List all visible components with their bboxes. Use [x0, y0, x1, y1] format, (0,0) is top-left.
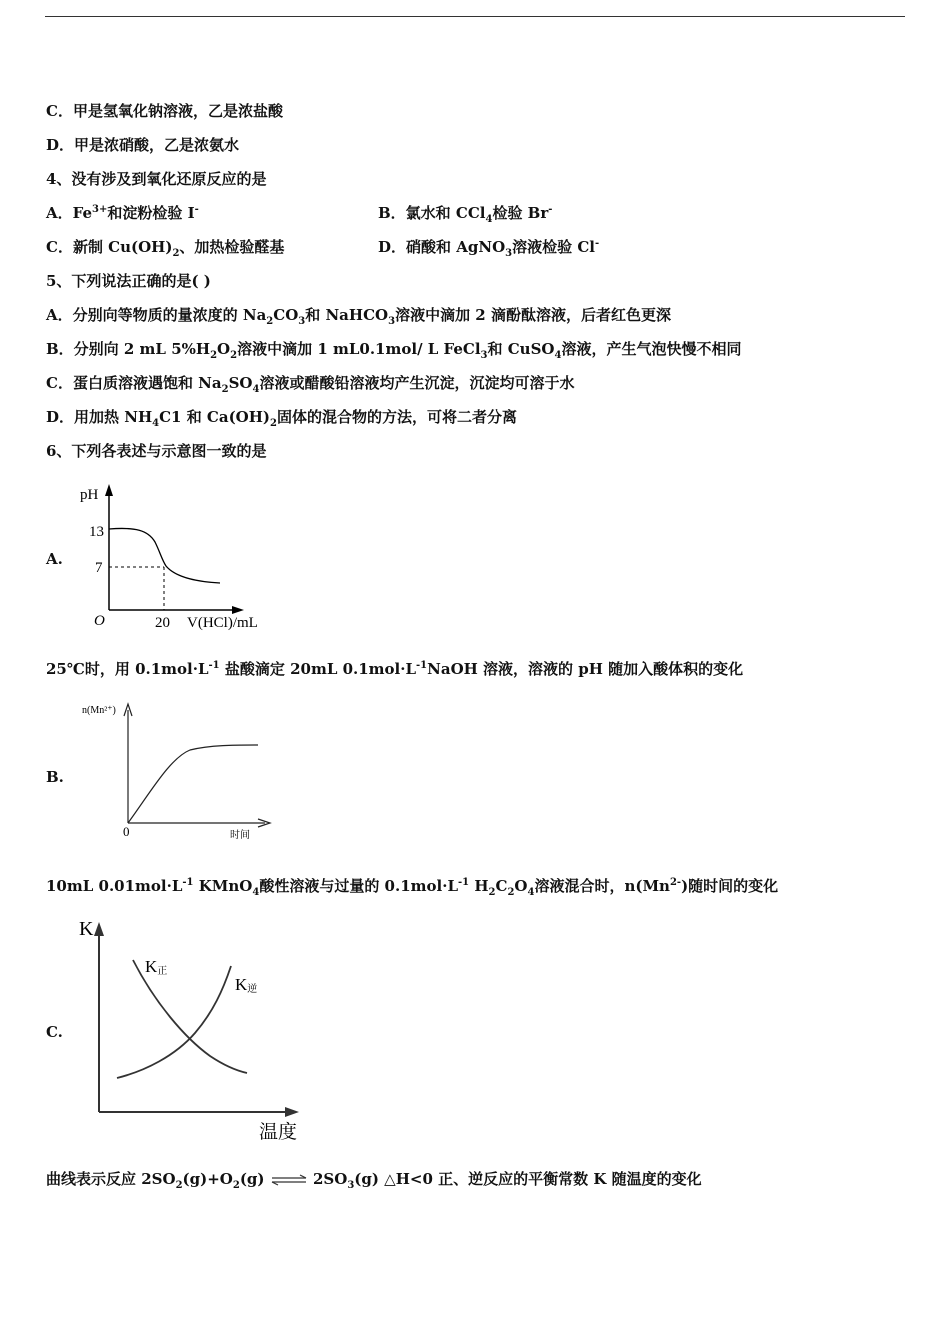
- header-rule: [45, 16, 905, 17]
- q4-option-c: C．新制 $Cu(OH)_2$、加热检验醛基: [46, 238, 285, 259]
- graph-a-ph-titration: [80, 480, 290, 640]
- graph-c-k-temperature: [75, 908, 315, 1148]
- graph-a-tick-7: 7: [95, 560, 103, 576]
- graph-b-origin: 0: [123, 824, 130, 839]
- graph-b-y-label: n(Mn²⁺): [82, 705, 116, 716]
- graph-c-label: C.: [46, 1023, 63, 1041]
- graph-c-y-arrow-icon: [94, 922, 104, 936]
- graph-a-origin: O: [94, 613, 105, 629]
- graph-a-tick-20: 20: [155, 615, 170, 631]
- q4-stem: 4、没有涉及到氧化还原反应的是: [46, 170, 267, 188]
- q3-option-d: D．甲是浓硝酸，乙是浓氨水: [46, 136, 240, 154]
- graph-a-caption: 25℃时，用 $0.1mol\cdot L^{-1}$ 盐酸滴定 20mL $0.1mol\cdot L^{-1}NaOH$ 溶液，溶液的 pH 随加入酸体积的变化: [46, 660, 744, 678]
- graph-b-label: B.: [46, 768, 64, 786]
- q5-option-c: C．蛋白质溶液遇饱和 $Na_2SO_4$溶液或醋酸铅溶液均产生沉淀，沉淀均可溶于水: [46, 374, 575, 395]
- graph-a-x-arrow-icon: [232, 606, 244, 614]
- graph-a-y-arrow-icon: [105, 484, 113, 496]
- q4-option-d: D．硝酸和 AgNO$_3$溶液检验 Cl-: [378, 238, 600, 259]
- graph-a-tick-13: 13: [89, 524, 104, 540]
- q6-stem: 6、下列各表述与示意图一致的是: [46, 442, 267, 460]
- graph-c-x-arrow-icon: [285, 1107, 299, 1117]
- q5-option-a: A．分别向等物质的量浓度的 $Na_2CO_3$和 NaHCO$_3$溶液中滴加 2 滴酚酞溶液，后者红色更深: [46, 306, 671, 327]
- q4-option-a: A．$Fe^{3+}$和淀粉检验 I-: [46, 204, 199, 222]
- graph-c-curve2-label: K逆: [235, 975, 258, 995]
- graph-c-x-label: 温度: [259, 1122, 298, 1143]
- graph-c-caption: 曲线表示反应 $2SO_2(g)+O_2(g)$ $2SO_3(g)$ △H<0 正、逆反应的平衡常数 K 随温度的变化: [46, 1170, 702, 1191]
- graph-a-label: A.: [46, 550, 63, 568]
- graph-b-mn-time: [80, 698, 280, 843]
- graph-c-curve1-label: K正: [145, 957, 168, 977]
- graph-c-y-label: K: [79, 918, 94, 940]
- equilibrium-arrow-icon: [270, 1174, 308, 1186]
- graph-b-curve: [128, 745, 258, 823]
- graph-a-y-label: pH: [80, 487, 99, 503]
- q4-option-b: B．氯水和 CCl$_4$检验 Br-: [378, 204, 553, 225]
- q3-option-c: C．甲是氢氧化钠溶液，乙是浓盐酸: [46, 102, 283, 120]
- graph-b-x-label: 时间: [230, 830, 250, 841]
- graph-a-x-label: V(HCl)/mL: [187, 615, 258, 631]
- q5-option-b: B．分别向 2 mL $5\%H_2O_2$溶液中滴加 1 mL0.1mol/ L FeCl$_3$和 CuSO$_4$溶液，产生气泡快慢不相同: [46, 340, 742, 361]
- q5-option-d: D．用加热 $NH_4C1$ 和 $Ca(OH)_2$固体的混合物的方法，可将二者分离: [46, 408, 517, 429]
- graph-b-caption: 10mL $0.01mol\cdot L^{-1}$ KMnO$_4$酸性溶液与过量的 $0.1mol\cdot L^{-1}$ $H_2C_2O_4$溶液混合时，$n(Mn^{2-})$随时间的变化: [46, 877, 779, 898]
- q5-stem: 5、下列说法正确的是( ): [46, 272, 211, 290]
- graph-c-k-forward-curve: [133, 960, 247, 1073]
